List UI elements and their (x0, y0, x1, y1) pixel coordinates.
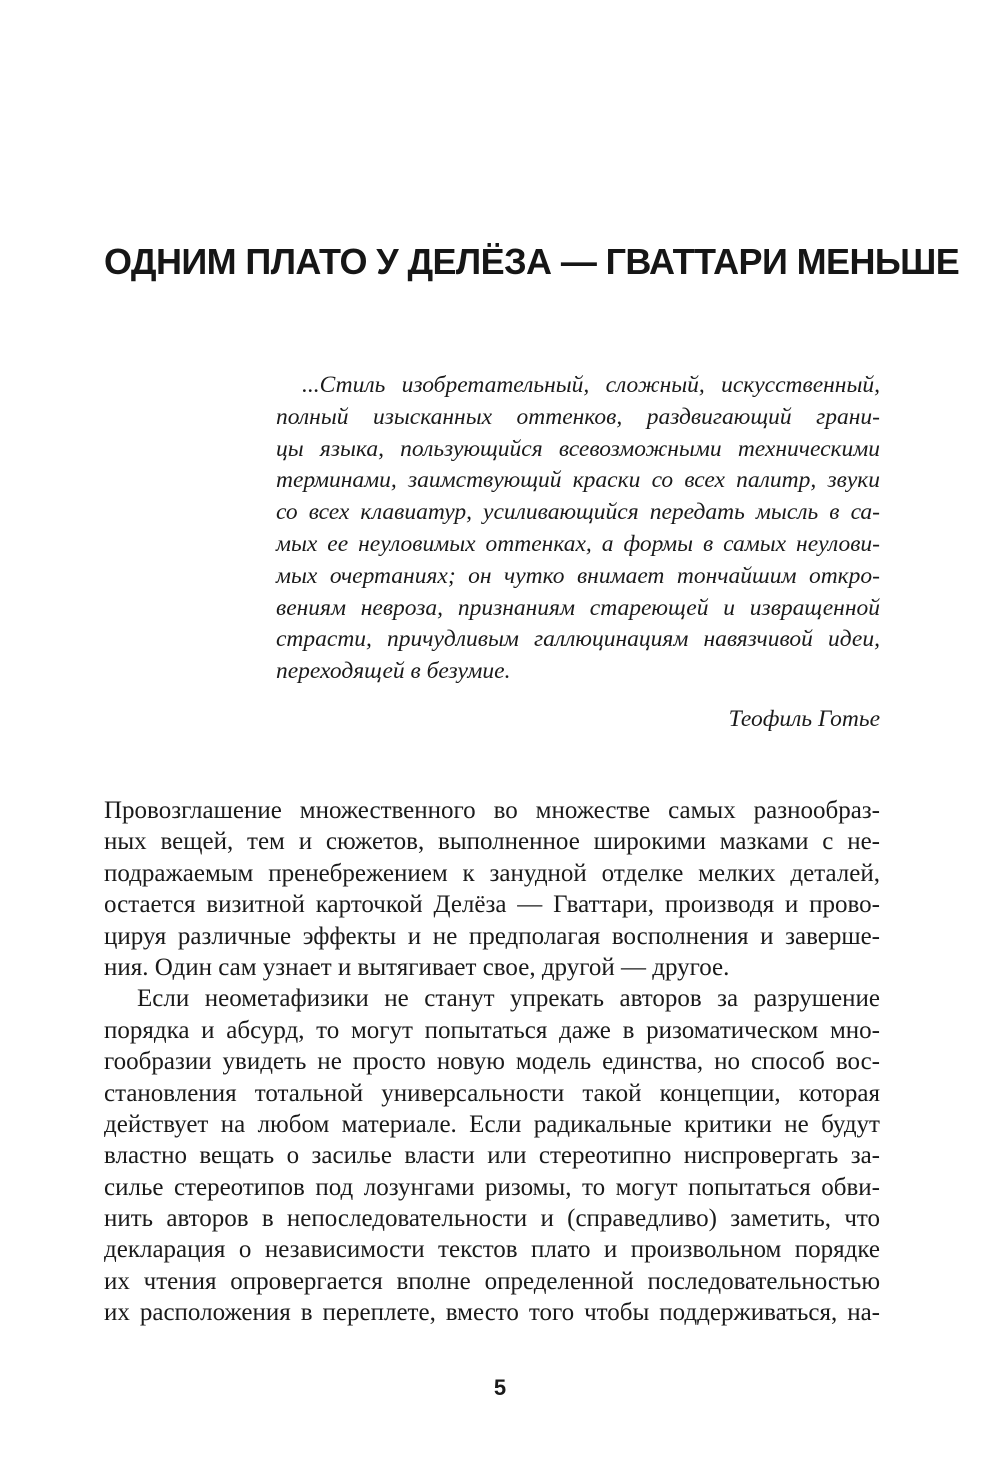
text-line: их расположения в переплете, вместо того чтобы поддерживаться, на- (104, 1299, 880, 1327)
chapter-title: ОДНИМ ПЛАТО У ДЕЛЁЗА — ГВАТТАРИ МЕНЬШЕ (104, 241, 960, 282)
epigraph (276, 370, 880, 688)
text-line: остается визитной карточкой Делёза — Гваттари, производя и прово- (104, 891, 880, 919)
epigraph-line: вениям невроза, признаниям стареющей и извращенной (276, 594, 880, 621)
text-line: властно вещать о засилье власти или стереотипно ниспровергать за- (104, 1142, 880, 1170)
text-line: их чтения опровергается вполне определенной последовательностью (104, 1267, 880, 1295)
paragraph-1 (104, 795, 880, 983)
paragraph-2 (104, 983, 880, 1328)
epigraph-line: терминами, заимствующий краски со всех палитр, звуки (276, 467, 880, 494)
text-line: ния. Один сам узнает и вытягивает свое, другой — другое. (104, 953, 730, 981)
text-line: становления тотальной универсальности такой концепции, которая (104, 1079, 880, 1107)
text-line: Провозглашение множественного во множестве самых разнообраз- (104, 797, 880, 824)
text-line: силье стереотипов под лозунгами ризомы, то могут попытаться обви- (104, 1173, 880, 1201)
epigraph-line: страсти, причудливым галлюцинациям навязчивой идеи, (276, 626, 880, 653)
epigraph-line: переходящей в безумие. (276, 658, 511, 685)
text-line: цируя различные эффекты и не предполагая восполнения и заверше- (104, 922, 880, 950)
epigraph-line: мых ее неуловимых оттенках, а формы в самых неулови- (276, 530, 880, 557)
epigraph-line: мых очертаниях; он чутко внимает тончайшим откро- (276, 562, 880, 589)
text-line: гообразии увидеть не просто новую модель единства, но способ вос- (104, 1048, 880, 1076)
text-line: нить авторов в непоследовательности и (справедливо) заметить, что (104, 1205, 880, 1233)
epigraph-line: цы языка, пользующийся всевозможными техническими (276, 435, 880, 462)
page-number: 5 (493, 1375, 507, 1400)
epigraph-line: со всех клавиатур, усиливающийся передать мысль в са- (276, 499, 880, 526)
epigraph-line: ...Стиль изобретательный, сложный, искусственный, (302, 372, 880, 398)
epigraph-line: полный изысканных оттенков, раздвигающий грани- (276, 403, 880, 430)
text-line: порядка и абсурд, то могут попытаться даже в ризоматическом мно- (104, 1016, 880, 1044)
epigraph-author: Теофиль Готье (728, 706, 880, 732)
body-text (104, 795, 880, 1329)
text-line: Если неометафизики не станут упрекать авторов за разрушение (137, 985, 880, 1013)
text-line: действует на любом материале. Если радикальные критики не будут (104, 1110, 880, 1138)
text-line: декларация о независимости текстов плато и произвольном порядке (104, 1236, 880, 1264)
text-line: подражаемым пренебрежением к занудной отделке мелких деталей, (104, 859, 880, 887)
text-line: ных вещей, тем и сюжетов, выполненное широкими мазками с не- (104, 828, 880, 856)
